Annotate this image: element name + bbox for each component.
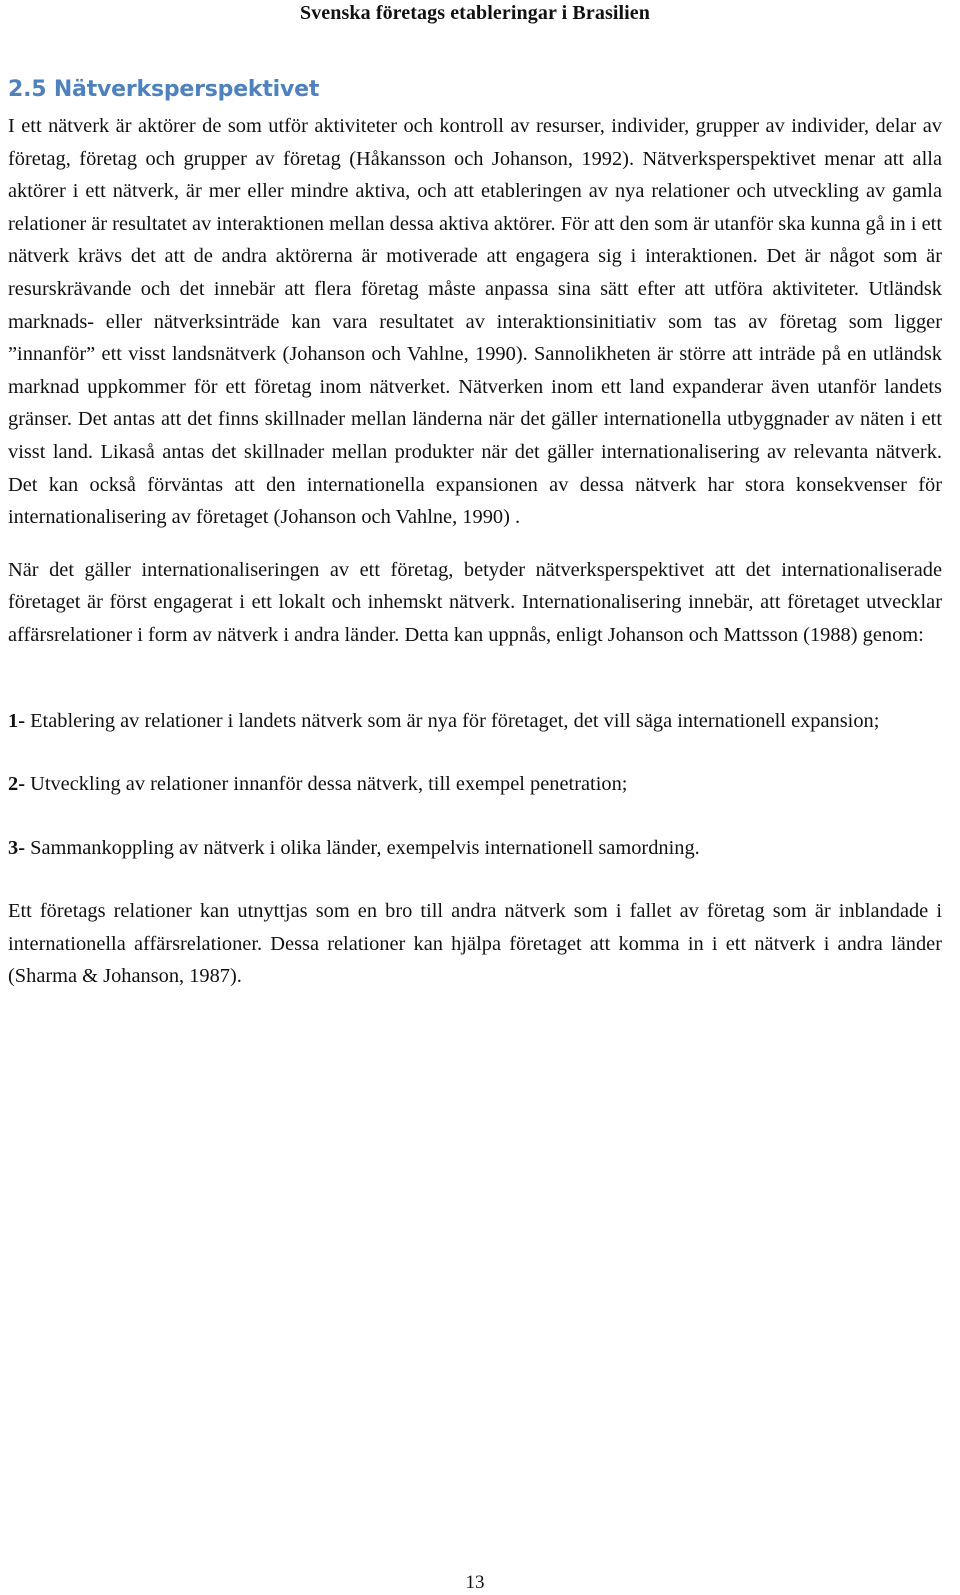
paragraph-internationalization: När det gäller internationaliseringen av ett företag, betyder nätverksperspektivet att det internationaliserade företaget är först engagerat i ett lokalt och inhemskt nätverk. Internationalisering innebär, att företaget utvecklar affärsrelationer i form av nätverk i andra länder. Detta kan uppnås, enligt Johanson och Mattsson (1988) genom:	[8, 558, 942, 646]
running-header-title: Svenska företags etableringar i Brasilien	[299, 2, 651, 24]
paragraph-network-actors: I ett nätverk är aktörer de som utför aktiviteter och kontroll av resurser, individer, grupper av individer, delar av företag, företag och grupper av företag (Håkansson och Johanson, 1992). Nätverksperspektivet menar att alla aktörer i ett nätverk, är mer eller mindre aktiva, och att etableringen av nya relationer och utveckling av gamla relationer är resultatet av interaktionen mellan dessa aktiva aktörer. För att den som är utanför ska kunna gå in i ett nätverk krävs det att de andra aktörerna är motiverade att engagera sig i interaktionen. Det är något som är resurskrävande och det innebär att flera företag måste anpassa sina sätt efter att utföra aktiviteter. Utländsk marknads- eller nätverksinträde kan vara resultatet av interaktionsinitiativ som tas av företag som ligger ”innanför” ett visst landsnätverk (Johanson och Vahlne, 1990). Sannolikheten är större att inträde på en utländsk marknad uppkommer för ett företag inom nätverket. Nätverken inom ett land expanderar även utanför landets gränser. Det antas att det finns skillnader mellan länderna när det gäller internationella utbyggnader av näten i ett visst land. Likaså antas det skillnader mellan produkter när det gäller internationalisering av relevanta nätverk. Det kan också förväntas att den internationella expansionen av dessa nätverk har stora konsekvenser för internationalisering av företaget (Johanson och Vahlne, 1990) .	[8, 115, 942, 529]
page-number: 13	[465, 1572, 485, 1593]
document-page	[8, 0, 942, 1595]
paragraph-relations-bridge: Ett företags relationer kan utnyttjas som en bro till andra nätverk som i fallet av företag som är inblandade i internationella affärsrelationer. Dessa relationer kan hjälpa företaget att komma in i ett nätverk i andra länder (Sharma & Johanson, 1987).	[8, 900, 942, 988]
section-heading: 2.5 Nätverksperspektivet	[8, 77, 320, 102]
list-item-number: 3-	[8, 836, 25, 859]
list-item	[8, 705, 942, 738]
numbered-list	[8, 705, 942, 865]
list-item	[8, 768, 942, 801]
list-item-number: 2-	[8, 773, 25, 796]
list-item-number: 1-	[8, 709, 25, 732]
list-item	[8, 832, 942, 865]
list-item-text: Etablering av relationer i landets nätverk som är nya för företaget, det vill säga internationell expansion;	[25, 709, 880, 732]
list-item-text: Utveckling av relationer innanför dessa nätverk, till exempel penetration;	[25, 773, 628, 796]
list-item-text: Sammankoppling av nätverk i olika länder, exempelvis internationell samordning.	[25, 836, 700, 859]
